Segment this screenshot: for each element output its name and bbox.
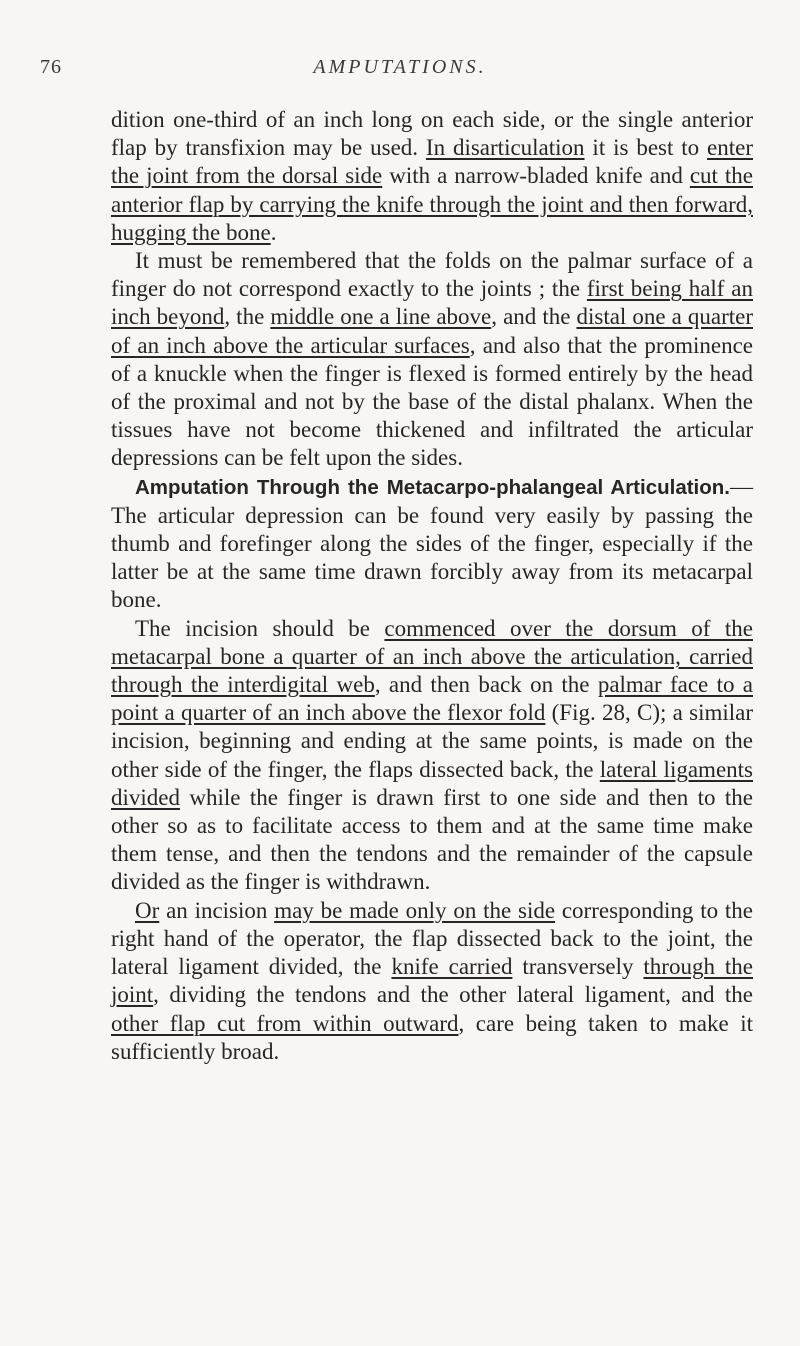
text-run: , and also that the prominence of a knuckle when the finger is flexed is formed entirely by the head of the proximal and not by the base of the distal phalanx. When the tissues have not become thickened and infiltrated the articular depressions can be felt upon the sides. bbox=[111, 332, 753, 471]
text-run: It must be remembered that the folds on the palmar surface of a finger do not correspond exactly to the joints ; the bbox=[111, 248, 753, 302]
underlined-text: commenced over the dorsum of the metacarpal bone a quarter of an inch above the articulation, carried through the interdigital web bbox=[111, 615, 753, 698]
paragraph-disarticulation bbox=[111, 106, 753, 247]
underlined-text: palmar face to a point a quarter of an inch above the flexor fold bbox=[111, 672, 753, 726]
underlined-text: enter the joint from the dorsal side bbox=[111, 135, 753, 189]
page-number: 76 bbox=[40, 56, 62, 78]
underlined-text: lateral ligaments divided bbox=[111, 756, 753, 810]
running-title: AMPUTATIONS. bbox=[313, 56, 487, 78]
text-run: dition one-third of an inch long on each side, or the single anterior flap by transfixion may be used. bbox=[111, 107, 753, 161]
text-run: , and the bbox=[491, 304, 577, 330]
underlined-text: first being half an inch beyond bbox=[111, 276, 753, 330]
underlined-text: other flap cut from within outward bbox=[111, 1010, 459, 1036]
text-run: . bbox=[270, 219, 277, 245]
underlined-text: cut the anterior flap by carrying the knife through the joint and then forward, hugging the bone bbox=[111, 163, 753, 245]
body-text bbox=[111, 106, 753, 1066]
text-run: , the bbox=[224, 304, 271, 330]
text-run: it is best to bbox=[584, 135, 708, 161]
underlined-text: middle one a line above bbox=[270, 304, 492, 330]
underlined-text: may be made only on the side bbox=[274, 897, 556, 923]
underlined-text: knife carried bbox=[391, 954, 513, 980]
text-run: while the finger is drawn first to one side and then to the other so as to facilitate access to them and at the same time make them tense, and then the tendons and the remainder of the capsule divided as the finger is withdrawn. bbox=[111, 784, 753, 895]
text-run: corresponding to the right hand of the operator, the flap dissected back to the joint, the lateral ligament divided, the bbox=[111, 897, 753, 980]
section-heading: Amputation Through the Metacarpo-phalangeal Articulation. bbox=[135, 475, 730, 499]
text-run: an incision bbox=[159, 897, 275, 923]
paragraph-incision bbox=[111, 615, 753, 897]
running-head bbox=[40, 56, 760, 82]
text-run: —The articular depression can be found very easily by passing the thumb and forefinger along the sides of the finger, especially if the latter be at the same time drawn forcibly away from its metacarpal bone. bbox=[111, 473, 753, 613]
paragraph-palmar-folds bbox=[111, 247, 753, 473]
paragraph-metacarpo-phalangeal bbox=[111, 473, 753, 615]
underlined-text: through the joint bbox=[111, 954, 753, 1008]
text-run: , and then back on the bbox=[374, 672, 598, 698]
underlined-text: In disarticulation bbox=[425, 135, 585, 161]
underlined-text: Or bbox=[135, 897, 160, 923]
text-run: with a narrow-bladed knife and bbox=[382, 163, 690, 189]
paragraph-alternative-incision bbox=[111, 897, 753, 1066]
text-run: (Fig. 28, C); a similar incision, beginning and ending at the same points, is made on the other side of the finger, the flaps dissected back, the bbox=[111, 700, 753, 782]
text-run: The incision should be bbox=[135, 615, 385, 641]
text-run: transversely bbox=[512, 954, 644, 980]
underlined-text: distal one a quarter of an inch above the articular surfaces bbox=[111, 304, 754, 358]
text-run: , care being taken to make it sufficiently broad. bbox=[111, 1010, 753, 1064]
text-run: , dividing the tendons and the other lateral ligament, and the bbox=[153, 982, 753, 1008]
